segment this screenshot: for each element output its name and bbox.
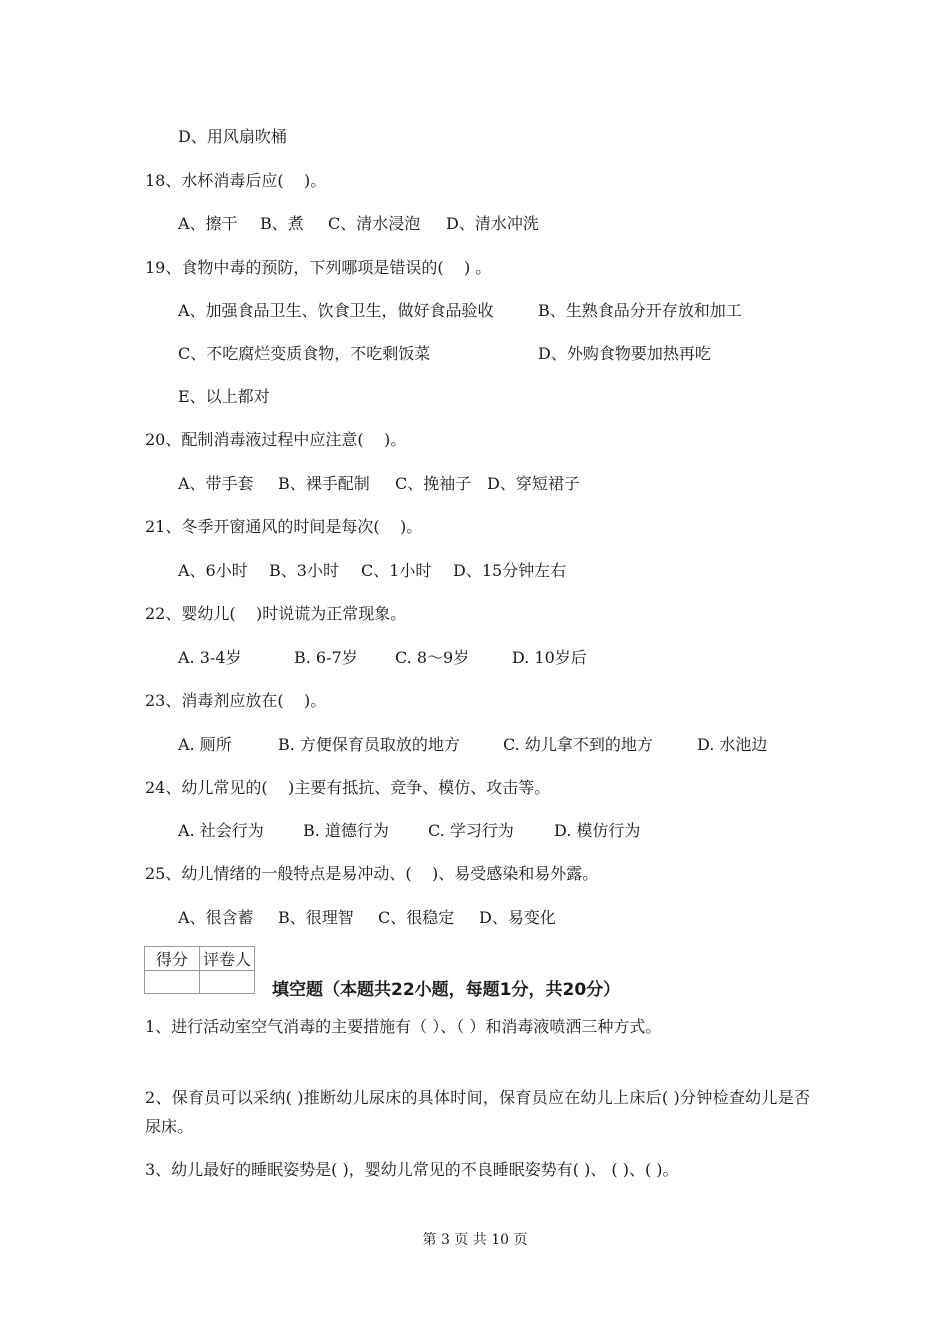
fill-question-3: 3、幼儿最好的睡眠姿势是( )，婴幼儿常见的不良睡眠姿势有( )、 ( )、( )。 [145,1160,679,1179]
option-text: D、用风扇吹桶 [178,127,287,146]
option-text: E、以上都对 [178,387,270,406]
question-25: 25、幼儿情绪的一般特点是易冲动、( )、易受感染和易外露。 [145,864,599,883]
option-text: C、挽袖子 [395,474,472,493]
option-text: B. 道德行为 [303,821,389,840]
score-table [144,946,255,994]
option-text: A、擦干 [178,214,238,233]
fill-question-1: 1、进行活动室空气消毒的主要措施有（ ）、（ ）和消毒液喷洒三种方式。 [145,1017,662,1036]
option-text: A、带手套 [178,474,254,493]
option-text: D、清水冲洗 [446,214,539,233]
reviewer-header: 评卷人 [200,947,255,971]
option-text: B、很理智 [278,908,354,927]
section-title: 填空题（本题共22小题，每题1分，共20分） [272,980,621,1000]
option-text: D、15分钟左右 [453,561,567,580]
option-text: D、易变化 [479,908,556,927]
score-cell [145,971,200,994]
option-text: B、3小时 [269,561,339,580]
option-text: C. 学习行为 [428,821,514,840]
question-22: 22、婴幼儿( )时说谎为正常现象。 [145,604,407,623]
option-text: C、1小时 [361,561,432,580]
option-text: C. 幼儿拿不到的地方 [503,735,653,754]
question-19: 19、食物中毒的预防，下列哪项是错误的( ) 。 [145,258,492,277]
option-text: C、不吃腐烂变质食物，不吃剩饭菜 [178,344,431,363]
question-21: 21、冬季开窗通风的时间是每次( )。 [145,517,423,536]
fill-question-2: 2、保育员可以采纳( )推断幼儿尿床的具体时间，保育员应在幼儿上床后( )分钟检查幼儿是否尿床。 [145,1088,810,1136]
score-header: 得分 [145,947,200,971]
option-text: B、裸手配制 [278,474,370,493]
option-text: A. 厕所 [178,735,232,754]
option-text: B、生熟食品分开存放和加工 [538,301,742,320]
option-text: A. 社会行为 [178,821,264,840]
question-20: 20、配制消毒液过程中应注意( )。 [145,430,407,449]
option-text: B. 方便保育员取放的地方 [278,735,460,754]
option-text: A. 3-4岁 [178,648,242,667]
question-24: 24、幼儿常见的( )主要有抵抗、竞争、模仿、攻击等。 [145,778,551,797]
question-18: 18、水杯消毒后应( )。 [145,171,327,190]
reviewer-cell [200,971,255,994]
option-text: B. 6-7岁 [294,648,358,667]
option-text: A、加强食品卫生、饮食卫生，做好食品验收 [178,301,494,320]
option-text: D、穿短裙子 [487,474,580,493]
question-23: 23、消毒剂应放在( )。 [145,691,327,710]
option-text: D. 10岁后 [512,648,587,667]
option-text: C、很稳定 [378,908,455,927]
option-text: B、煮 [260,214,304,233]
page-footer: 第 3 页 共 10 页 [422,1232,528,1248]
option-text: D. 水池边 [697,735,768,754]
option-text: C. 8～9岁 [395,648,470,667]
option-text: A、6小时 [178,561,248,580]
option-text: D、外购食物要加热再吃 [538,344,711,363]
option-text: A、很含蓄 [178,908,254,927]
option-text: D. 模仿行为 [554,821,641,840]
option-text: C、清水浸泡 [328,214,421,233]
